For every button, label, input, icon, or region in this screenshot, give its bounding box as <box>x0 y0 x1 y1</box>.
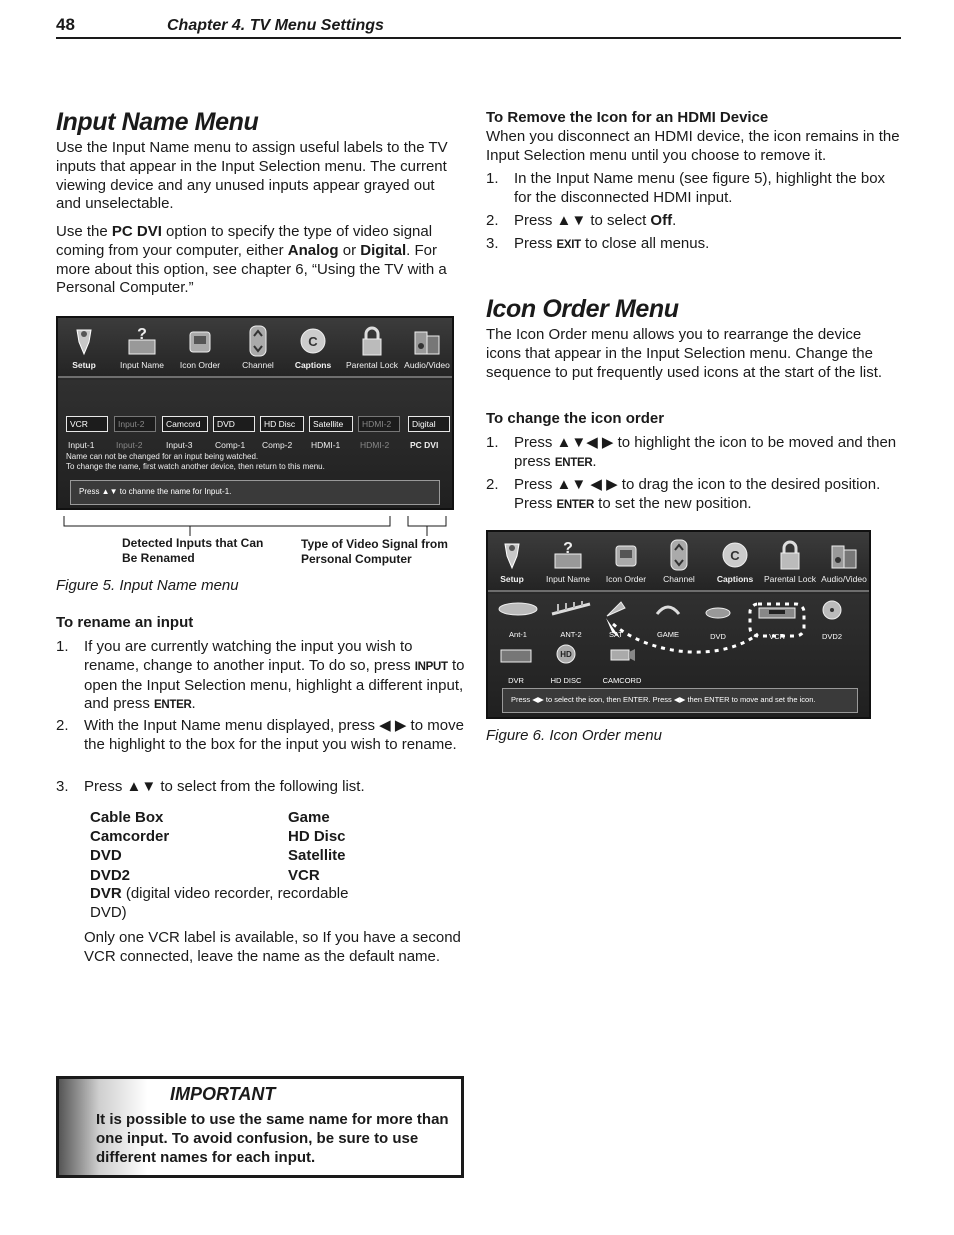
device-vcr: VCR <box>754 606 800 647</box>
input-label-1: Input-1 <box>68 440 95 450</box>
setup-icon: Setup <box>490 538 534 584</box>
input-label-4: Comp-1 <box>215 440 246 450</box>
device-ant-2: ANT-2 <box>548 600 594 645</box>
input-label-5: Comp-2 <box>262 440 293 450</box>
name-option: Camcorder <box>90 828 170 846</box>
input-box-1: VCR <box>66 416 108 432</box>
menu-message-1: Name can not be changed for an input being watched. <box>66 452 259 461</box>
chapter-title: Chapter 4. TV Menu Settings <box>167 17 384 34</box>
menu-instruction-bar: Press ▲▼ to channe the name for Input-1. <box>70 480 440 505</box>
device-game: GAME <box>648 600 688 645</box>
remove-step-1: 1. In the Input Name menu (see figure 5), highlight the box for the disconnected HDMI input. <box>486 170 886 206</box>
rename-step-3: 3. Press ▲▼ to select from the following list. <box>56 778 365 795</box>
important-text: It is possible to use the same name for more than one input. To avoid confusion, be sure to use different names for each input. <box>96 1111 449 1166</box>
pc-dvi-paragraph: Use the PC DVI option to specify the type of video signal coming from your computer, either Analog or Digital. For more about this option, see chapter 6, “Using the TV with a Personal Computer.” <box>56 223 447 297</box>
captions-icon: C Captions <box>288 324 338 370</box>
header-rule <box>56 37 901 39</box>
vcr-note: Only one VCR label is available, so If you have a second VCR connected, leave the name as the default name. <box>84 929 461 965</box>
icon-order-title: Icon Order Menu <box>486 295 679 323</box>
icon-order-paragraph: The Icon Order menu allows you to rearrange the device icons that appear in the Input Selection menu. Change the sequence to put frequently used icons at the start of the list. <box>486 326 883 381</box>
input-name-body <box>58 380 452 508</box>
input-label-7: HDMI-2 <box>360 440 390 450</box>
input-name-icon: ? Input Name <box>120 326 164 370</box>
menu-instruction-bar: Press ◀▶ to select the icon, then ENTER. Press ◀▶ then ENTER to move and set the icon. <box>502 688 858 713</box>
input-box-6: Satellite <box>309 416 353 432</box>
device-dvd2: DVD2 <box>812 600 852 647</box>
name-option: HD Disc <box>288 828 346 846</box>
audio-video-icon: Audio/Video <box>818 538 870 584</box>
name-option: Game <box>288 809 330 826</box>
input-label-2: Input-2 <box>116 440 143 450</box>
setup-icon: Setup <box>62 324 106 370</box>
page-number: 48 <box>56 15 75 34</box>
name-list-left <box>90 808 169 885</box>
icon-order-step-2: 2. Press ▲▼ ◀ ▶ to drag the icon to the desired position. Press ENTER to set the new position. <box>486 476 881 512</box>
input-box-5: HD Disc <box>260 416 304 432</box>
svg-text:HD: HD <box>560 650 572 659</box>
device-ant-1: Ant-1 <box>496 600 540 645</box>
icon-order-menu-screenshot <box>486 530 871 719</box>
device-dvr: DVR <box>496 646 536 691</box>
input-box-7: HDMI-2 <box>358 416 400 432</box>
name-option: VCR <box>288 866 320 884</box>
icon-order-body <box>488 594 869 717</box>
dvr-option: DVR (digital video recorder, recordable DVD) <box>90 885 349 921</box>
figure-6-caption: Figure 6. Icon Order menu <box>486 727 662 744</box>
device-dvd: DVD <box>700 606 736 647</box>
name-option: DVD <box>90 847 122 865</box>
remove-icon-heading: To Remove the Icon for an HDMI Device <box>486 109 769 126</box>
channel-icon: Channel <box>654 538 704 584</box>
pc-dvi-box: Digital <box>408 416 450 432</box>
svg-text:?: ? <box>137 326 147 343</box>
callout-video-signal: Type of Video Signal from Personal Computer <box>301 537 448 566</box>
input-name-title: Input Name Menu <box>56 108 259 136</box>
name-option: Satellite <box>288 847 346 865</box>
input-label-6: HDMI-1 <box>311 440 341 450</box>
captions-icon: C Captions <box>710 538 760 584</box>
rename-step-1: 1. If you are currently watching the input you wish to rename, change to another input. To do so, press INPUT to open the Input Selection menu, highlight a different input, and press ENTER. <box>56 638 465 713</box>
name-list-right <box>288 808 346 885</box>
remove-step-2: 2. Press ▲▼ to select Off. <box>486 212 677 229</box>
device-hd-disc: HD HD DISC <box>546 644 586 691</box>
device-sat: SAT <box>598 600 634 645</box>
change-icon-order-heading: To change the icon order <box>486 410 665 427</box>
rename-heading: To rename an input <box>56 614 194 631</box>
remove-step-3: 3. Press EXIT to close all menus. <box>486 235 710 252</box>
icon-order-icon: Icon Order <box>600 538 652 584</box>
menu-message-2: To change the name, first watch another device, then return to this menu. <box>66 462 325 471</box>
input-box-3: Camcord <box>162 416 208 432</box>
input-box-2: Input-2 <box>114 416 156 432</box>
menu-icon-bar <box>58 318 452 378</box>
callout-detected-inputs: Detected Inputs that Can Be Renamed <box>122 536 264 565</box>
parental-lock-icon: Parental Lock <box>758 538 822 584</box>
name-option: Cable Box <box>90 809 164 826</box>
menu-icon-bar <box>488 532 869 592</box>
pc-dvi-label: PC DVI <box>410 440 439 450</box>
figure-5-caption: Figure 5. Input Name menu <box>56 577 239 594</box>
rename-step-2: 2. With the Input Name menu displayed, press ◀ ▶ to move the highlight to the box for the input you wish to rename. <box>56 717 464 753</box>
parental-lock-icon: Parental Lock <box>340 324 404 370</box>
channel-icon: Channel <box>232 324 284 370</box>
svg-text:?: ? <box>563 540 573 557</box>
input-name-menu-screenshot <box>56 316 454 510</box>
remove-icon-paragraph: When you disconnect an HDMI device, the icon remains in the Input Selection menu until you choose to remove it. <box>486 128 900 164</box>
svg-text:C: C <box>730 548 740 563</box>
input-label-3: Input-3 <box>166 440 193 450</box>
device-camcord: CAMCORD <box>598 646 646 691</box>
icon-order-icon: Icon Order <box>174 324 226 370</box>
audio-video-icon: Audio/Video <box>400 324 454 370</box>
input-name-intro: Use the Input Name menu to assign useful labels to the TV inputs that appear in the Input Selection menu. The current viewing device and any unused inputs appear grayed out and unselectable. <box>56 139 448 213</box>
important-title: IMPORTANT <box>170 1084 276 1104</box>
input-name-icon: ? Input Name <box>546 540 590 584</box>
name-option: DVD2 <box>90 866 131 884</box>
svg-text:C: C <box>308 334 318 349</box>
input-box-4: DVD <box>213 416 255 432</box>
icon-order-step-1: 1. Press ▲▼◀ ▶ to highlight the icon to be moved and then press ENTER. <box>486 434 897 470</box>
